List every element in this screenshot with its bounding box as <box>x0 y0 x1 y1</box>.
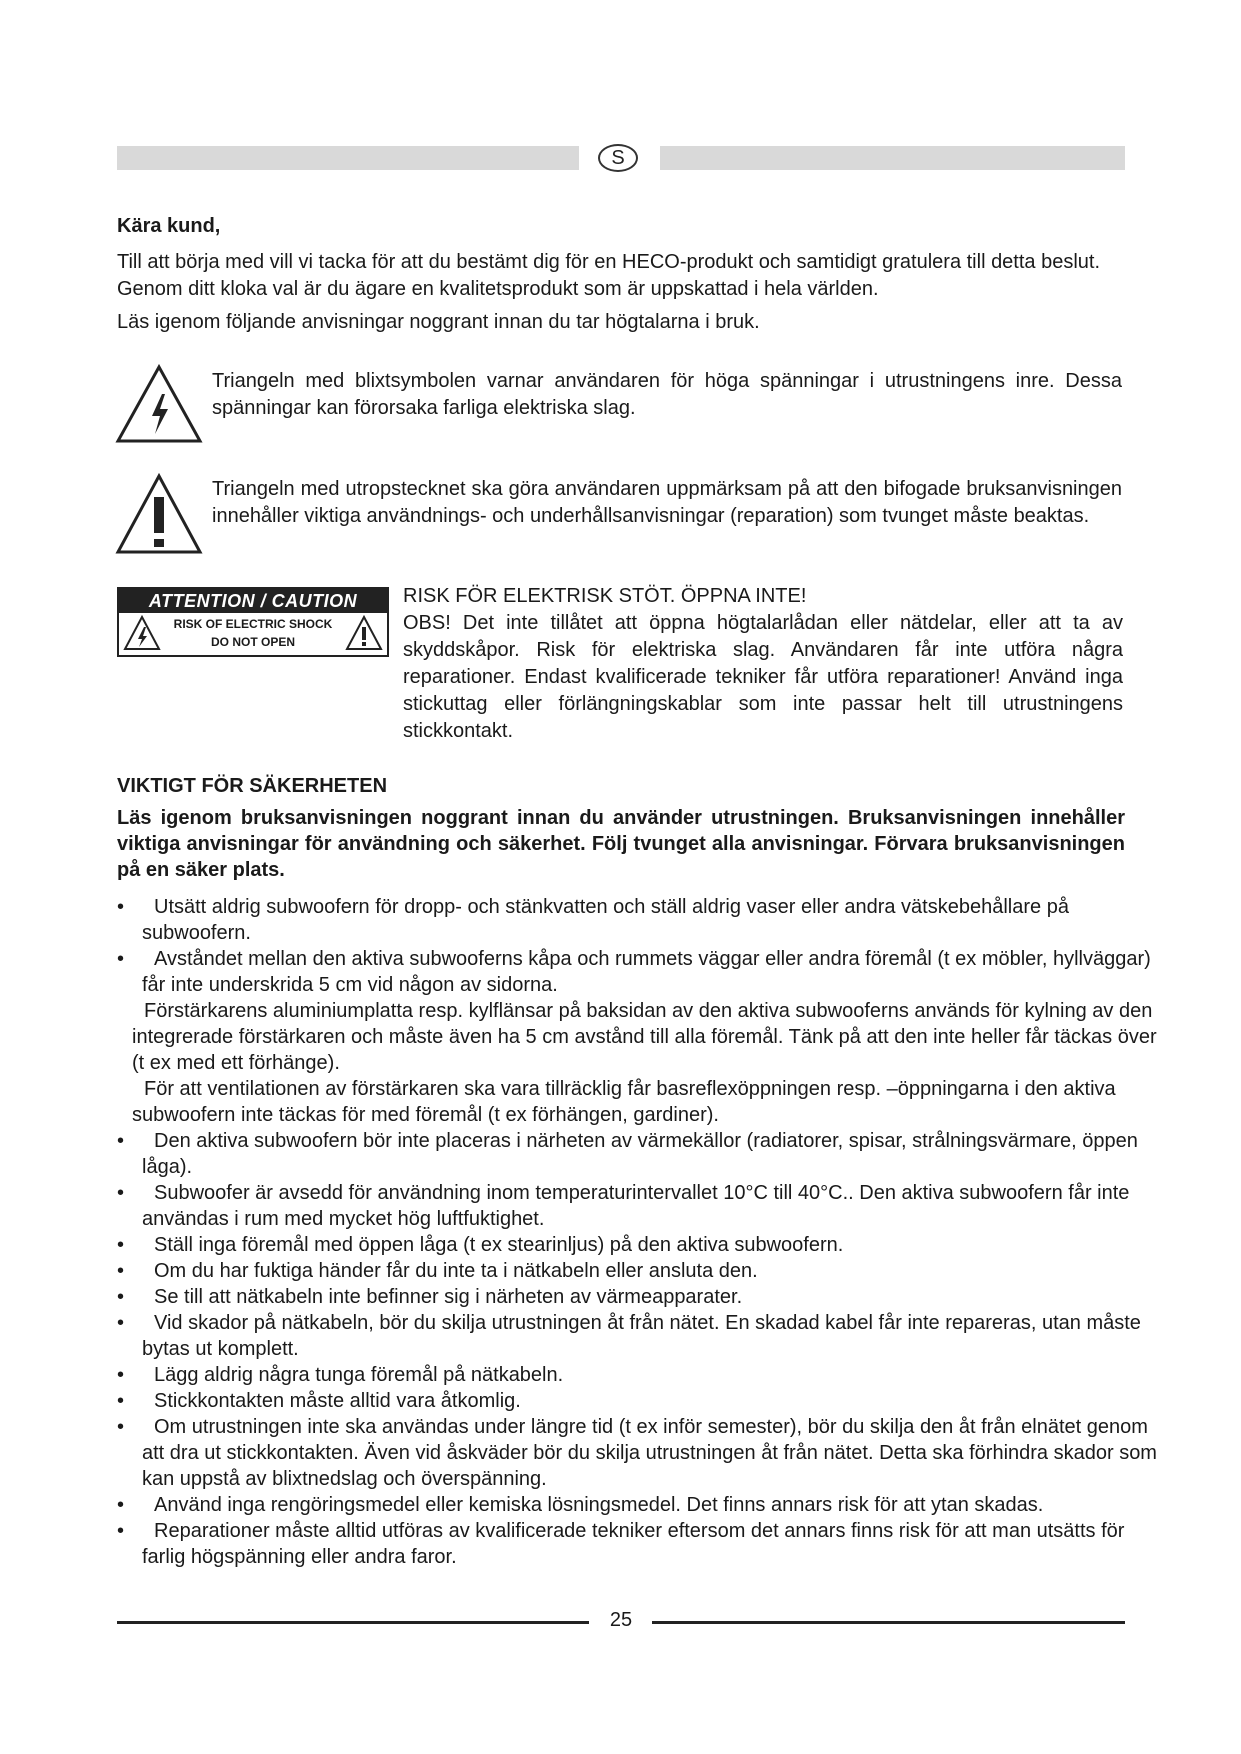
exclamation-warning-icon <box>115 473 203 555</box>
list-item <box>117 1310 1162 1362</box>
list-item-text <box>142 1362 1162 1388</box>
bullet: • <box>117 896 125 918</box>
safety-lead: Läs igenom bruksanvisningen noggrant innan du använder utrustningen. Bruksanvisningen innehåller viktiga anvisningar för användning och säkerhet. Följ tvunget alla anvisningar. Förvara bruksanvisningen på en säker plats. <box>117 807 1125 881</box>
bullet: • <box>117 1130 125 1152</box>
list-item-text <box>142 894 1162 946</box>
intro-paragraph: Till att börja med vill vi tacka för att du bestämt dig för en HECO-produkt och samtidigt gratulera till detta beslut. Genom ditt kloka val är du ägare en kvalitetsprodukt som är uppskattad i hela världen. <box>117 251 1101 300</box>
list-item-text <box>142 1232 1162 1258</box>
list-item-first-line: Använd inga rengöringsmedel eller kemiska lösningsmedel. Det finns annars risk för att ytan skadas. <box>154 1494 1044 1516</box>
bullet: • <box>117 1312 125 1334</box>
list-item-text <box>142 1388 1162 1414</box>
list-item-first-line: Reparationer måste alltid utföras av kvalificerade tekniker eftersom det annars finns risk för att man <box>154 1520 1032 1542</box>
bullet: • <box>117 1416 125 1438</box>
footer-line-right <box>652 1621 1125 1624</box>
safety-list <box>117 894 1162 1570</box>
lightning-warning-icon <box>115 364 203 444</box>
list-item-continuation: utan måste bytas ut komplett. <box>142 1312 1141 1360</box>
bullet: • <box>117 1390 125 1412</box>
list-item-first-line: Om du har fuktiga händer får du inte ta i nätkabeln eller ansluta den. <box>154 1260 758 1282</box>
bullet: • <box>117 1234 125 1256</box>
list-item <box>117 1128 1162 1180</box>
list-item-text <box>142 1414 1162 1492</box>
language-badge: S <box>598 144 638 172</box>
list-item <box>117 1232 1162 1258</box>
exclamation-warning-text: Triangeln med utropstecknet ska göra användaren uppmärksam på att den bifogade bruksanvisningen innehåller viktiga användnings- och underhållsanvisningar (reparation) som tvunget måste beaktas. <box>212 478 1122 527</box>
caution-label-title: ATTENTION / CAUTION <box>119 589 387 613</box>
list-item-continuation: elnätet genom att dra ut stickkontakten. Även vid åskväder bör du skilja utrustningen åt från nätet. Detta ska förhindra skador som kan uppstå av blixtnedslag och överspänning. <box>142 1416 1157 1490</box>
header-bar-right <box>660 146 1125 170</box>
risk-body: OBS! Det inte tillåtet att öppna högtalarlådan eller nätdelar, eller att ta av skyddskåpor. Risk för elektriska slag. Användaren får inte utföra några reparationer. Endast kvalificerade tekniker får utföra reparationer! Använd inga stickuttag eller förlängningskablar som inte passar helt till utrustningens stickkontakt. <box>403 612 1123 742</box>
list-item <box>117 894 1162 946</box>
list-item-first-line: Vid skador på nätkabeln, bör du skilja utrustningen åt från nätet. En skadad kabel får inte repareras, <box>154 1312 1037 1334</box>
list-item-text <box>142 1492 1162 1518</box>
list-item-continuation: hyllväggar) får inte underskrida 5 cm vid någon av sidorna. <box>142 948 1151 996</box>
list-item-first-line: Se till att nätkabeln inte befinner sig i närheten av värmeapparater. <box>154 1286 743 1308</box>
risk-block <box>403 583 1123 745</box>
list-item <box>117 1258 1162 1284</box>
list-item-text <box>142 946 1162 998</box>
list-item-continuation: på subwoofern. <box>142 896 1069 944</box>
bullet: • <box>117 1520 125 1542</box>
list-item-first-line: Om utrustningen inte ska användas under längre tid (t ex inför semester), bör du skilja den åt från <box>154 1416 1016 1438</box>
list-item-first-line: Utsätt aldrig subwoofern för dropp- och stänkvatten och ställ aldrig vaser eller andra vätskebehållare <box>154 896 1042 918</box>
caution-label-line: DO NOT OPEN <box>210 635 295 649</box>
list-item-continuation: den aktiva subwoofern inte täckas för med föremål (t ex förhängen, gardiner). <box>132 1078 1116 1126</box>
safety-heading: VIKTIGT FÖR SÄKERHETEN <box>117 775 388 797</box>
lightning-warning-text: Triangeln med blixtsymbolen varnar användaren för höga spänningar i utrustningens inre. Dessa spänningar kan förorsaka farliga elektriska slag. <box>212 370 1122 419</box>
intro-paragraph: Läs igenom följande anvisningar noggrant innan du tar högtalarna i bruk. <box>117 311 760 333</box>
list-item-first-line: För att ventilationen av förstärkaren ska vara tillräcklig får basreflexöppningen resp. –öppningarna i <box>144 1078 1019 1100</box>
list-item-text <box>142 1128 1162 1180</box>
list-item <box>117 1362 1162 1388</box>
greeting: Kära kund, <box>117 215 221 237</box>
lightning-warning-icon <box>123 615 161 651</box>
list-item-first-line: Subwoofer är avsedd för användning inom temperaturintervallet 10°C till 40°C.. Den aktiva subwoofern <box>154 1182 1063 1204</box>
bullet: • <box>117 1182 125 1204</box>
list-item-text <box>142 1518 1162 1570</box>
bullet: • <box>117 1494 125 1516</box>
bullet: • <box>117 948 125 970</box>
list-item-continuation: öppen låga). <box>142 1130 1138 1178</box>
intro <box>117 249 1127 342</box>
exclamation-warning-icon <box>345 615 383 651</box>
bullet: • <box>117 1364 125 1386</box>
list-item-first-line: Lägg aldrig några tunga föremål på nätkabeln. <box>154 1364 564 1386</box>
list-item-text <box>132 1076 1162 1128</box>
list-item <box>117 1180 1162 1232</box>
caution-label-line: RISK OF ELECTRIC SHOCK <box>173 617 333 631</box>
list-item-first-line: Stickkontakten måste alltid vara åtkomlig. <box>154 1390 521 1412</box>
list-item <box>117 1414 1162 1492</box>
list-item-first-line: Ställ inga föremål med öppen låga (t ex stearinljus) på den aktiva subwoofern. <box>154 1234 844 1256</box>
list-item <box>117 1518 1162 1570</box>
list-item-first-line: Den aktiva subwoofern bör inte placeras i närheten av värmekällor (radiatorer, spisar, strålningsvärmare, <box>154 1130 1077 1152</box>
list-item-first-line: Avståndet mellan den aktiva subwooferns kåpa och rummets väggar eller andra föremål (t ex möbler, <box>154 948 1048 970</box>
bullet: • <box>117 1286 125 1308</box>
list-item-text <box>142 1284 1162 1310</box>
list-item-text <box>142 1310 1162 1362</box>
list-item-first-line: Förstärkarens aluminiumplatta resp. kylflänsar på baksidan av den aktiva subwooferns används för <box>144 1000 1019 1022</box>
list-item-text <box>132 998 1162 1076</box>
list-item <box>117 946 1162 998</box>
list-item <box>117 1284 1162 1310</box>
list-item-continuation: utsätts för farlig högspänning eller andra faror. <box>142 1520 1125 1568</box>
bullet: • <box>117 1260 125 1282</box>
caution-label <box>117 587 389 657</box>
list-item <box>117 1076 1162 1128</box>
list-item-continuation: kylning av den integrerade förstärkaren och måste även ha 5 cm avstånd till alla föremål. Tänk på att den inte heller får täckas över (t ex med ett förhänge). <box>132 1000 1157 1074</box>
page-number: 25 <box>609 1609 633 1631</box>
header-bar-left <box>117 146 579 170</box>
list-item <box>117 1492 1162 1518</box>
footer-line-left <box>117 1621 589 1624</box>
list-item-text <box>142 1258 1162 1284</box>
list-item <box>117 998 1162 1076</box>
list-item-text <box>142 1180 1162 1232</box>
risk-heading: RISK FÖR ELEKTRISK STÖT. ÖPPNA INTE! <box>403 585 807 607</box>
list-item <box>117 1388 1162 1414</box>
list-item-continuation: får inte användas i rum med mycket hög luftfuktighet. <box>142 1182 1130 1230</box>
